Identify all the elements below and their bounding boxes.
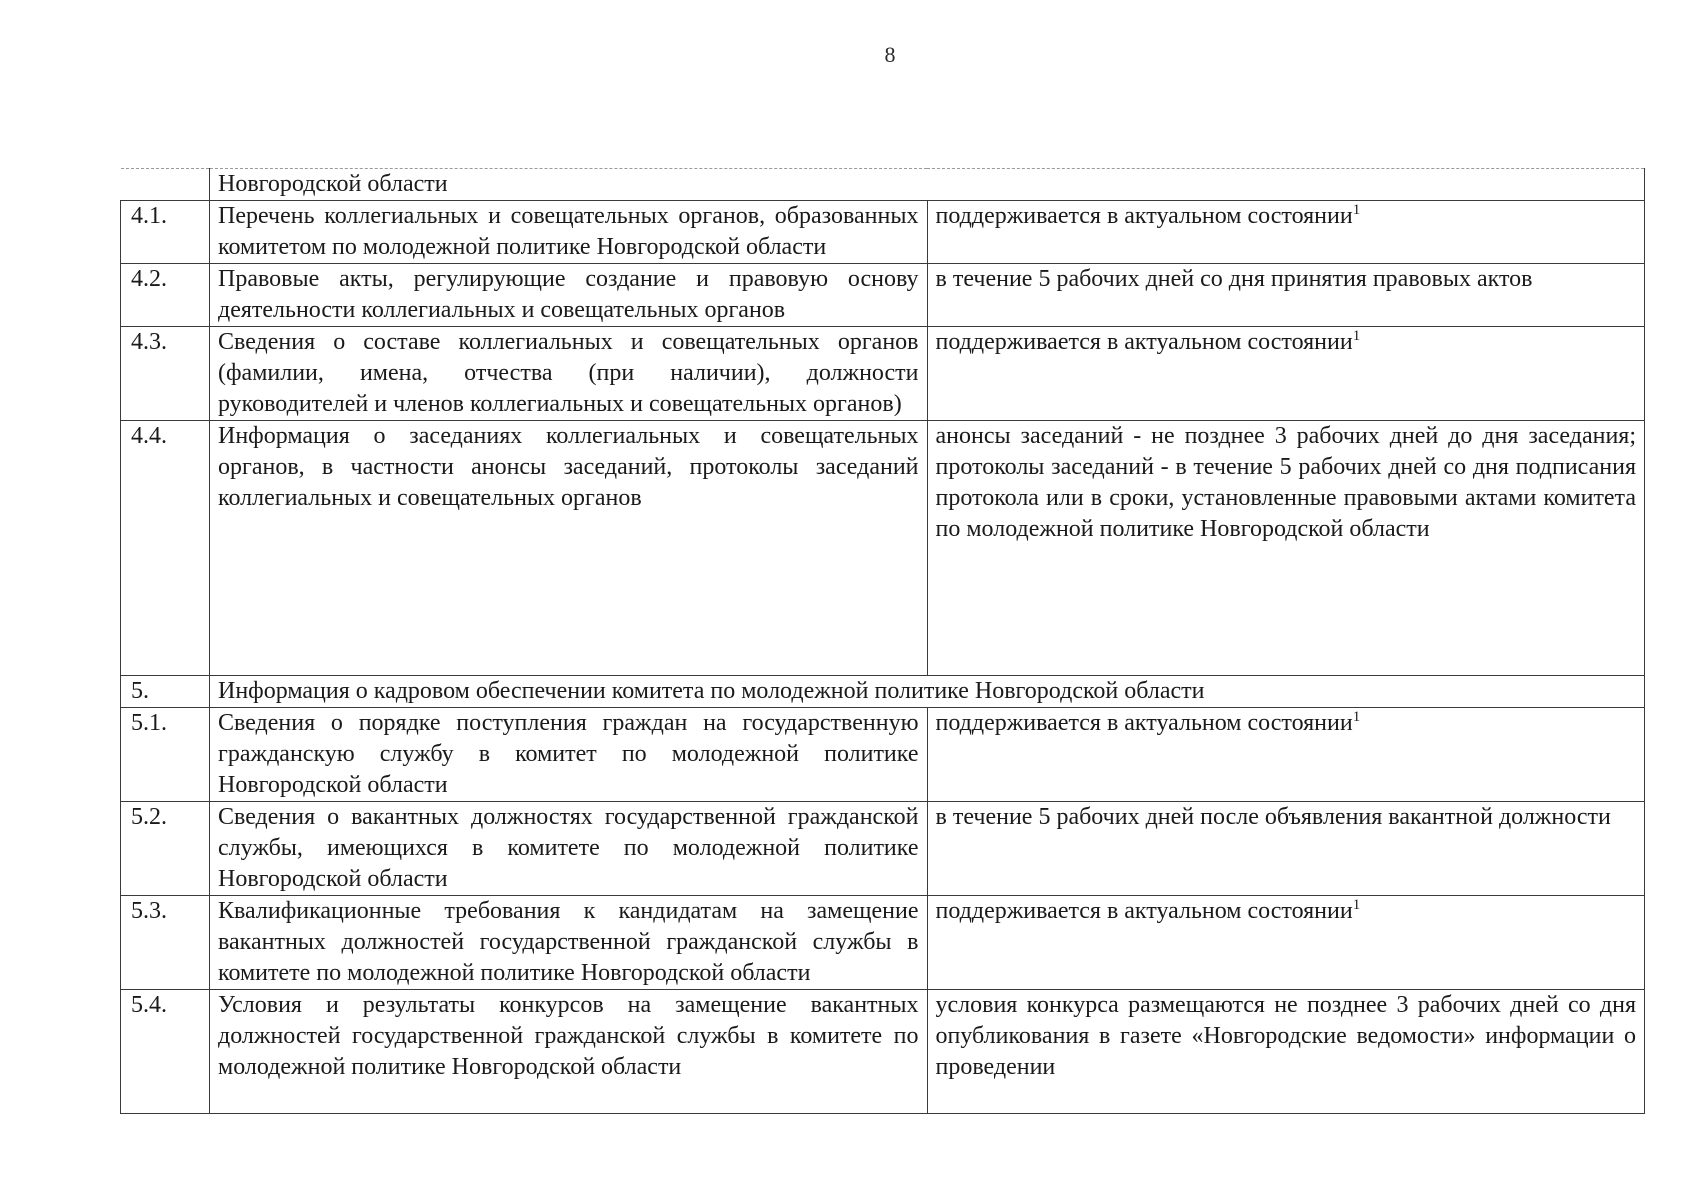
row-number: [121, 169, 210, 201]
row-number: 4.2.: [121, 264, 210, 327]
row-deadline: [927, 802, 1645, 896]
row-description: Сведения о порядке поступления граждан на государственную гражданскую службу в комитет по молодежной политике Новгородской области: [210, 708, 928, 802]
table-row: [121, 264, 1645, 327]
table-row-section: [121, 676, 1645, 708]
row-number: 5.3.: [121, 896, 210, 990]
row-description: Условия и результаты конкурсов на замещение вакантных должностей государственной гражданской службы в комитете по молодежной политике Новгородской области: [210, 990, 928, 1114]
section-title: Информация о кадровом обеспечении комитета по молодежной политике Новгородской области: [210, 676, 1645, 708]
table-row: [121, 201, 1645, 264]
row-description: Новгородской области: [210, 169, 1645, 201]
table-row: [121, 990, 1645, 1114]
table-row-continuation: [121, 169, 1645, 201]
footnote-mark: 1: [1352, 709, 1361, 725]
deadline-text: анонсы заседаний - не позднее 3 рабочих дней до дня заседания; протоколы заседаний - в течение 5 рабочих дней со дня подписания протокола или в сроки, установленные правовыми актами комитета по молодежной политике Новгородской области: [935, 423, 1636, 542]
table-row: [121, 708, 1645, 802]
row-description: Сведения о вакантных должностях государственной гражданской службы, имеющихся в комитете по молодежной политике Новгородской области: [210, 802, 928, 896]
row-number: 5.1.: [121, 708, 210, 802]
deadline-text: поддерживается в актуальном состоянии: [935, 710, 1353, 736]
table-row: [121, 327, 1645, 421]
row-deadline: [927, 708, 1645, 802]
footnote-mark: 1: [1352, 202, 1361, 218]
footnote-mark: 1: [1352, 897, 1361, 913]
row-deadline: [927, 201, 1645, 264]
footnote-mark: 1: [1352, 328, 1361, 344]
deadline-text: поддерживается в актуальном состоянии: [935, 898, 1353, 924]
row-deadline: [927, 327, 1645, 421]
section-number: 5.: [121, 676, 210, 708]
row-number: 4.4.: [121, 421, 210, 676]
deadline-text: поддерживается в актуальном состоянии: [935, 329, 1353, 355]
row-description: Перечень коллегиальных и совещательных органов, образованных комитетом по молодежной политике Новгородской области: [210, 201, 928, 264]
table-row: [121, 421, 1645, 676]
deadline-text: условия конкурса размещаются не позднее 3 рабочих дней со дня опубликования в газете «Новгородские ведомости» информации о проведении: [935, 992, 1636, 1080]
page-number: 8: [884, 42, 896, 67]
disclosure-table: [120, 168, 1645, 1114]
row-number: 4.1.: [121, 201, 210, 264]
row-description: Сведения о составе коллегиальных и совещательных органов (фамилии, имена, отчества (при наличии), должности руководителей и членов коллегиальных и совещательных органов): [210, 327, 928, 421]
deadline-text: поддерживается в актуальном состоянии: [935, 203, 1353, 229]
deadline-text: в течение 5 рабочих дней после объявления вакантной должности: [935, 804, 1611, 830]
table-row: [121, 802, 1645, 896]
row-deadline: [927, 264, 1645, 327]
row-deadline: [927, 421, 1645, 676]
row-number: 5.2.: [121, 802, 210, 896]
row-deadline: [927, 896, 1645, 990]
row-description: Правовые акты, регулирующие создание и правовую основу деятельности коллегиальных и совещательных органов: [210, 264, 928, 327]
row-number: 5.4.: [121, 990, 210, 1114]
deadline-text: в течение 5 рабочих дней со дня принятия правовых актов: [935, 266, 1533, 292]
row-description: Информация о заседаниях коллегиальных и совещательных органов, в частности анонсы заседаний, протоколы заседаний коллегиальных и совещательных органов: [210, 421, 928, 676]
row-description: Квалификационные требования к кандидатам на замещение вакантных должностей государственной гражданской службы в комитете по молодежной политике Новгородской области: [210, 896, 928, 990]
table-row: [121, 896, 1645, 990]
row-number: 4.3.: [121, 327, 210, 421]
row-deadline: [927, 990, 1645, 1114]
